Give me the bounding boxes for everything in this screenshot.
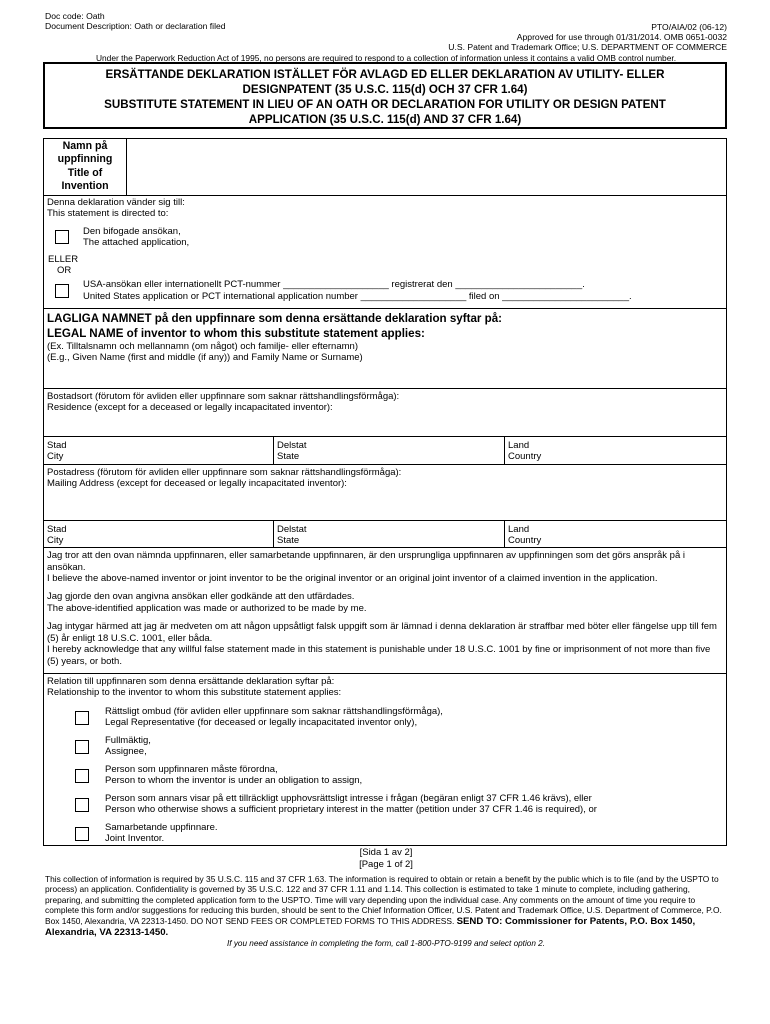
directed-to-section: [44, 195, 726, 308]
statement1-sv: Jag tror att den ovan nämnda uppfinnaren, eller samarbetande uppfinnaren, är den ursprungliga uppfinnaren av uppfinningen som det görs anspråk på i ansökan.: [47, 550, 685, 573]
relationship-section: [44, 673, 726, 847]
invention-title-label: [44, 139, 126, 195]
rel-opt1-en: Legal Representative (for deceased or legally incapacitated inventor only),: [105, 717, 418, 728]
residence-state-sv: Delstat: [277, 440, 307, 451]
mailing-section: [44, 464, 726, 520]
statement2-sv: Jag gjorde den ovan angivna ansökan eller godkände att den utfärdades.: [47, 591, 355, 602]
invention-label-line3: Title of: [67, 166, 103, 179]
mailing-country-en: Country: [508, 535, 542, 546]
residence-state-field[interactable]: [274, 437, 504, 465]
rel-opt2-sv: Fullmäktig,: [105, 735, 151, 746]
mailing-city-field[interactable]: [44, 521, 273, 548]
invention-title-input[interactable]: [127, 139, 726, 195]
title-sv-line2: DESIGNPATENT (35 U.S.C. 115(d) OCH 37 CFR 1.64): [242, 83, 528, 96]
obligation-to-assign-checkbox[interactable]: [75, 769, 89, 783]
legal-name-heading-sv: LAGLIGA NAMNET på den uppfinnare som denna ersättande deklaration syftar på:: [47, 312, 503, 325]
statement2-en: The above-identified application was made or authorized to be made by me.: [47, 603, 367, 614]
title-sv-line1: ERSÄTTANDE DEKLARATION ISTÄLLET FÖR AVLAGD ED ELLER DEKLARATION AV UTILITY- ELLER: [105, 68, 665, 81]
rel-opt4-sv: Person som annars visar på ett tillräckligt upphovsrättsligt intresse i frågan (begäran enligt 37 CFR 1.46 krävs), eller: [105, 793, 592, 804]
opt2-sv: USA-ansökan eller internationellt PCT-nummer ____________________ registrerat den ________________________.: [83, 279, 585, 290]
attached-application-checkbox[interactable]: [55, 230, 69, 244]
or-sv: ELLER: [48, 254, 79, 265]
send-to-address: SEND TO: Commissioner for Patents, P.O. Box 1450, Alexandria, VA 22313-1450.: [45, 915, 696, 939]
mailing-state-field[interactable]: [274, 521, 504, 548]
proprietary-interest-checkbox[interactable]: [75, 798, 89, 812]
legal-name-input[interactable]: [47, 366, 723, 386]
title-en-line2: APPLICATION (35 U.S.C. 115(d) AND 37 CFR 1.64): [248, 113, 522, 126]
mailing-en: Mailing Address (except for deceased or legally incapacitated inventor):: [47, 478, 347, 489]
us-application-checkbox[interactable]: [55, 284, 69, 298]
substitute-statement-form: [43, 138, 727, 846]
mailing-state-en: State: [277, 535, 300, 546]
title-en-line1: SUBSTITUTE STATEMENT IN LIEU OF AN OATH OR DECLARATION FOR UTILITY OR DESIGN PATENT: [104, 98, 666, 111]
invention-title-row: [44, 139, 726, 195]
rel-opt1-sv: Rättsligt ombud (för avliden eller uppfinnare som saknar rättshandlingsförmåga),: [105, 706, 443, 717]
rel-opt5-sv: Samarbetande uppfinnare.: [105, 822, 218, 833]
statements-section: [44, 547, 726, 673]
statement1-en: I believe the above-named inventor or joint inventor to be the original inventor or an original joint inventor of a claimed invention in the application.: [47, 573, 658, 584]
rel-opt5-en: Joint Inventor.: [105, 833, 165, 844]
residence-section: [44, 388, 726, 436]
legal-name-example-en: (E.g., Given Name (first and middle (if any)) and Family Name or Surname): [47, 352, 363, 363]
mailing-city-en: City: [47, 535, 64, 546]
residence-sv: Bostadsort (förutom för avliden eller uppfinnare som saknar rättshandlingsförmåga):: [47, 391, 400, 402]
help-line: If you need assistance in completing the form, call 1-800-PTO-9199 and select option 2.: [227, 939, 545, 949]
doc-code: Doc code: Oath: [45, 11, 105, 21]
residence-state-en: State: [277, 451, 300, 462]
invention-label-line1: Namn på: [62, 140, 108, 152]
opt2-en: United States application or PCT international application number ____________________ filed on ________________________.: [83, 291, 632, 302]
legal-name-heading-en: LEGAL NAME of inventor to whom this substitute statement applies:: [47, 327, 425, 340]
invention-label-line4: Invention: [61, 179, 109, 192]
doc-code-block: [45, 12, 226, 32]
burden-statement: [45, 874, 727, 938]
mailing-country-field[interactable]: [505, 521, 726, 548]
residence-location-row: [44, 436, 726, 464]
joint-inventor-checkbox[interactable]: [75, 827, 89, 841]
statement3-sv: Jag intygar härmed att jag är medveten om att någon uppsåtligt falsk uppgift som är lämnad i denna deklaration är straffbar med böter eller fängelse upp till fem (5) år enligt 18 U.S.C. 1001, eller båda.: [47, 621, 717, 644]
opt1-sv: Den bifogade ansökan,: [83, 226, 181, 237]
rel-opt4-en: Person who otherwise shows a sufficient proprietary interest in the matter (petition under 37 CFR 1.46 is required), or: [105, 804, 597, 815]
rel-opt3-sv: Person som uppfinnaren måste förordna,: [105, 764, 278, 775]
omb-approval: Approved for use through 01/31/2014. OMB 0651-0032: [516, 31, 727, 42]
doc-description: Document Description: Oath or declaration filed: [45, 20, 226, 31]
rel-opt2-en: Assignee,: [105, 746, 147, 757]
relationship-sv: Relation till uppfinnaren som denna ersättande deklaration syftar på:: [47, 676, 335, 687]
opt1-en: The attached application,: [83, 237, 190, 248]
residence-country-field[interactable]: [505, 437, 726, 465]
paperwork-notice: Under the Paperwork Reduction Act of 1995, no persons are required to respond to a collection of information unless it contains a valid OMB control number.: [95, 53, 677, 63]
residence-country-en: Country: [508, 451, 542, 462]
form-id: PTO/AIA/02 (06-12): [651, 22, 727, 32]
form-title: [43, 62, 727, 129]
or-en: OR: [57, 265, 72, 276]
form-id-block: [448, 23, 727, 53]
residence-en: Residence (except for a deceased or legally incapacitated inventor):: [47, 402, 333, 413]
agency-line: U.S. Patent and Trademark Office; U.S. DEPARTMENT OF COMMERCE: [448, 41, 727, 52]
page-number-en: [Page 1 of 2]: [359, 859, 413, 870]
legal-name-example-sv: (Ex. Tilltalsnamn och mellannamn (om något) och familje- eller efternamn): [47, 341, 358, 352]
relationship-en: Relationship to the inventor to whom this substitute statement applies:: [47, 687, 342, 698]
form-footer: [45, 847, 727, 950]
mailing-state-sv: Delstat: [277, 524, 307, 535]
mailing-location-row: [44, 520, 726, 547]
rel-opt3-en: Person to whom the inventor is under an obligation to assign,: [105, 775, 363, 786]
collection-notice: This collection of information is required by 35 U.S.C. 115 and 37 CFR 1.63. The information is required to obtain or retain a benefit by the public which is to file (and by the USPTO to process) an application. Confidentiality is governed by 35 U.S.C. 122 and 37 CFR 1.11 and 1.14. This collection is estimated to take 1 minute to complete, including gathering, preparing, and submitting the completed application form to the USPTO. Time will vary depending upon the individual case. Any comments on the amount of time you require to complete this form and/or suggestions for reducing this burden, should be sent to the Chief Information Officer, U.S. Patent and Trademark Office, U.S. Department of Commerce, P.O. Box 1450, Alexandria, VA 22313-1450. DO NOT SEND FEES OR COMPLETED FORMS TO THIS ADDRESS.: [45, 874, 722, 926]
residence-country-sv: Land: [508, 440, 530, 451]
invention-label-line2: uppfinning: [57, 153, 113, 166]
mailing-city-sv: Stad: [47, 524, 67, 535]
directed-en: This statement is directed to:: [47, 208, 169, 219]
directed-sv: Denna deklaration vänder sig till:: [47, 197, 185, 208]
legal-representative-checkbox[interactable]: [75, 711, 89, 725]
assignee-checkbox[interactable]: [75, 740, 89, 754]
residence-city-field[interactable]: [44, 437, 273, 465]
residence-city-en: City: [47, 451, 64, 462]
mailing-sv: Postadress (förutom för avliden eller uppfinnare som saknar rättshandlingsförmåga):: [47, 467, 402, 478]
page-number-sv: [Sida 1 av 2]: [359, 847, 413, 858]
document-header: [45, 12, 727, 64]
mailing-country-sv: Land: [508, 524, 530, 535]
residence-city-sv: Stad: [47, 440, 67, 451]
legal-name-section: [44, 308, 726, 388]
statement3-en: I hereby acknowledge that any willful false statement made in this statement is punishable under 18 U.S.C. 1001 by fine or imprisonment of not more than five (5) years, or both.: [47, 644, 711, 667]
